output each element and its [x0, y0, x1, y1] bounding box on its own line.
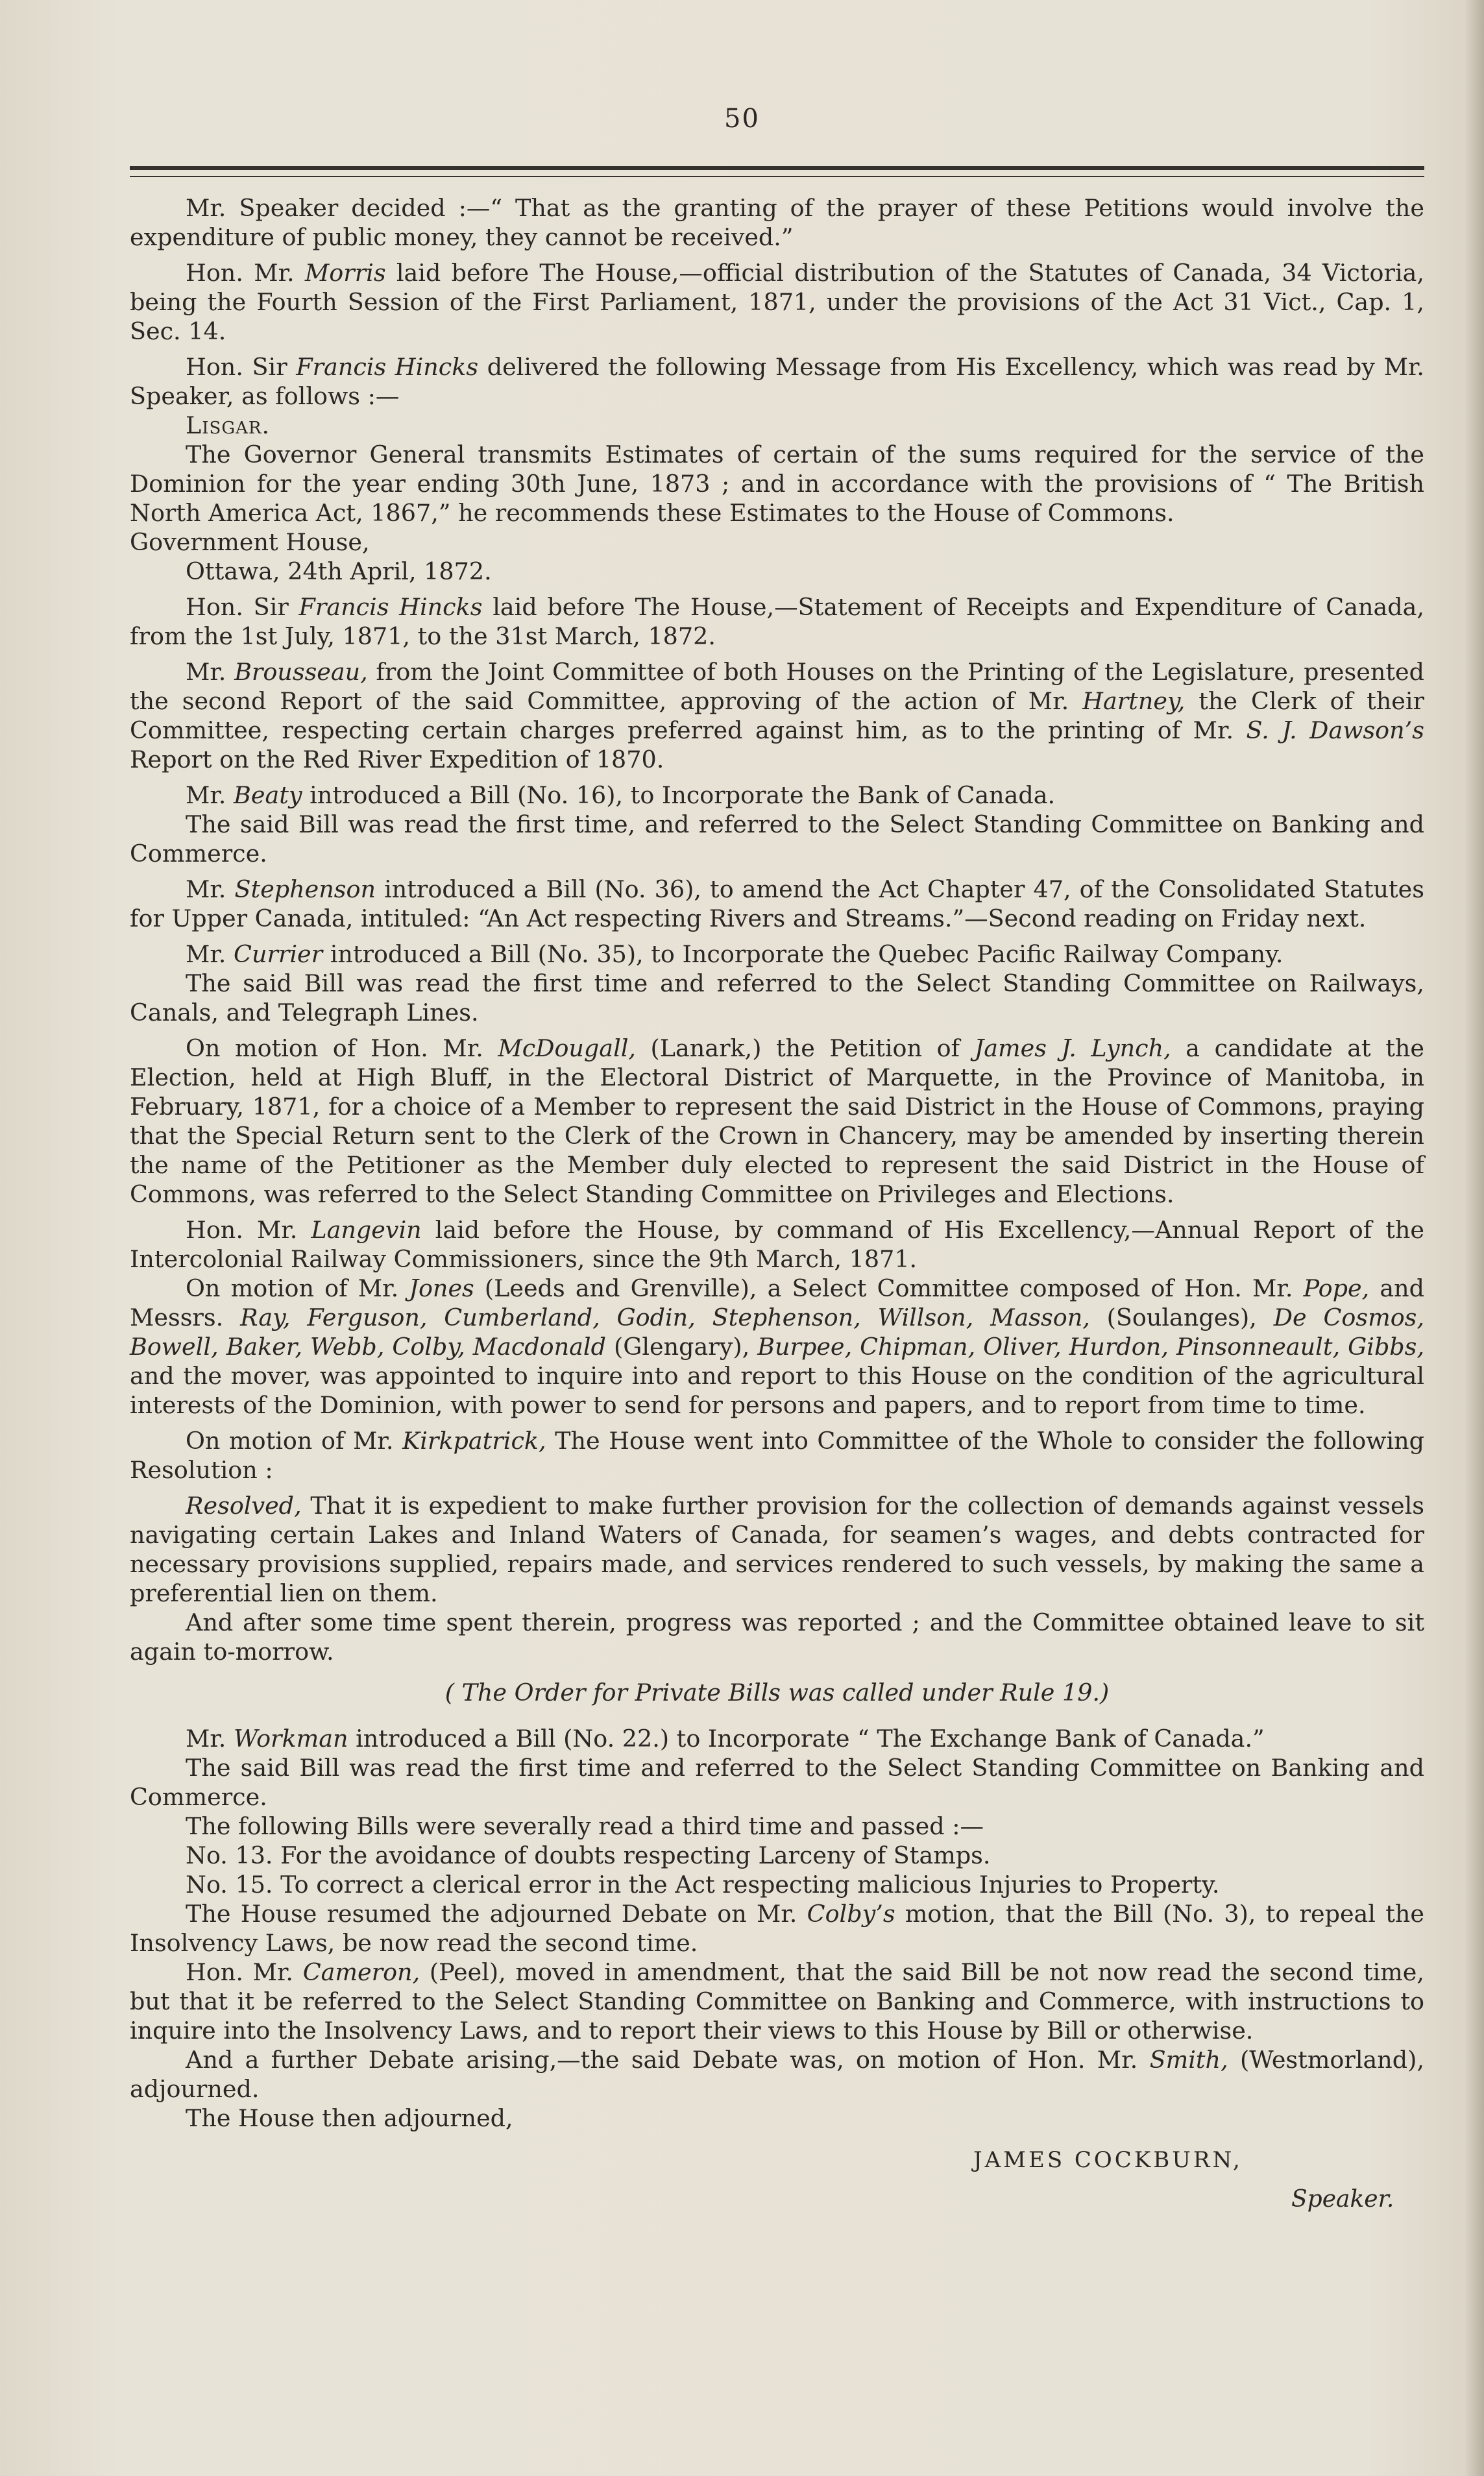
italic-name: Langevin — [311, 1216, 422, 1244]
paragraph — [130, 1034, 1424, 1209]
text-run: The House went into Committee of the Whole to consider the following Resolution : — [130, 1427, 1424, 1484]
italic-name: Ray, Ferguson, Cumberland, Godin, Stephenson, Willson, Masson, — [240, 1304, 1090, 1331]
text-run: The said Bill was read the first time and referred to the Select Standing Committee on Banking and Commerce. — [130, 1754, 1424, 1811]
text-run: laid before The House,—Statement of Receipts and Expenditure of Canada, from the 1st July, 1871, to the 31st March, 1872. — [130, 593, 1424, 650]
italic-name: McDougall, — [498, 1034, 637, 1062]
paragraph — [130, 2045, 1424, 2104]
text-run: Hon. Mr. — [186, 259, 305, 287]
paragraph — [130, 411, 1424, 440]
italic-name: James J. Lynch, — [974, 1034, 1171, 1062]
text-run: motion, that the Bill (No. 3), to repeal the Insolvency Laws, be now read the second time. — [130, 1900, 1424, 1957]
paragraph — [130, 657, 1424, 774]
text-run: Mr. — [186, 658, 235, 686]
text-run: The House then adjourned, — [186, 2104, 513, 2132]
paragraph — [130, 1753, 1424, 1812]
proceedings-bills — [130, 1724, 1424, 1841]
text-run: Mr. — [186, 1725, 234, 1753]
text-run: The House resumed the adjourned Debate on Mr. — [186, 1900, 807, 1928]
paragraph — [130, 440, 1424, 528]
paragraph — [130, 781, 1424, 810]
text-run: the Clerk of their Committee, respecting certain charges preferred against him, as to the printing of Mr. — [130, 687, 1424, 744]
text-run: Hon. Mr. — [186, 1216, 311, 1244]
text-run: The following Bills were severally read a third time and passed :— — [186, 1812, 984, 1840]
text-run: and Messrs. — [130, 1274, 1424, 1331]
text-run: Hon. Sir — [186, 353, 297, 381]
text-run: (Peel), moved in amendment, that the said Bill be not now read the second time, but that it be referred to the Select Standing Committee on Banking and Commerce, with instructions to inquire into the Insolvency Laws, and to report their views to this House by Bill or otherwise. — [130, 1958, 1424, 2045]
paragraph — [130, 528, 1424, 557]
text-run: laid before the House, by command of His Excellency,—Annual Report of the Intercolonial Railway Commissioners, since the 9th March, 1871. — [130, 1216, 1424, 1273]
signature-name: JAMES COCKBURN, — [973, 2147, 1243, 2173]
text-run: On motion of Mr. — [186, 1274, 409, 1302]
text-run: introduced a Bill (No. 36), to amend the Act Chapter 47, of the Consolidated Statutes for Upper Canada, intituled: “An Act respecting Rivers and Streams.”—Second reading on Friday next. — [130, 875, 1424, 932]
italic-name: Hartney, — [1082, 687, 1186, 715]
italic-name: Workman — [234, 1725, 348, 1753]
italic-name: Currier — [234, 940, 323, 968]
paragraph — [130, 810, 1424, 868]
header-rule-thin — [130, 176, 1424, 177]
text-run: That it is expedient to make further provision for the collection of demands against vessels navigating certain Lakes and Inland Waters of Canada, for seamen’s wages, and debts contracted for necessary provisions supplied, repairs made, and services rendered to such vessels, by making the same a preferential lien on them. — [130, 1492, 1424, 1607]
proceedings-main — [130, 193, 1424, 1666]
text-run: Hon. Sir — [186, 593, 299, 621]
text-run: And after some time spent therein, progress was reported ; and the Committee obtained leave to sit again to-morrow. — [130, 1608, 1424, 1666]
italic-name: Francis Hincks — [298, 593, 483, 621]
page-edge-shadow — [1465, 0, 1484, 2476]
paragraph — [130, 1608, 1424, 1666]
text-run: (Lanark,) the Petition of — [636, 1034, 975, 1062]
italic-name: Cameron, — [302, 1958, 420, 1986]
page-number: 50 — [724, 104, 760, 134]
bill-item: No. 13. For the avoidance of doubts respecting Larceny of Stamps. — [186, 1841, 991, 1869]
text-run: On motion of Hon. Mr. — [186, 1034, 498, 1062]
text-run: introduced a Bill (No. 22.) to Incorporate “ The Exchange Bank of Canada.” — [348, 1725, 1265, 1753]
text-run: Ottawa, 24th April, 1872. — [186, 557, 492, 585]
italic-name: Francis Hincks — [296, 353, 479, 381]
text-run: (Glengary), — [605, 1333, 758, 1361]
text-run: (Soulanges), — [1089, 1304, 1274, 1331]
paragraph — [130, 592, 1424, 651]
italic-name: Smith, — [1149, 2046, 1228, 2074]
paragraph — [130, 1491, 1424, 1608]
text-run: Mr. Speaker decided :—“ That as the granting of the prayer of these Petitions would involve the expenditure of public money, they cannot be received.” — [130, 194, 1424, 251]
italic-name: Pope, — [1303, 1274, 1370, 1302]
text-run: (Westmorland), adjourned. — [130, 2046, 1425, 2103]
italic-name: Stephenson — [234, 875, 376, 903]
text-run: Mr. — [186, 940, 234, 968]
text-run: Mr. — [186, 781, 234, 809]
paragraph — [130, 258, 1424, 346]
bills-list — [130, 1841, 1424, 1899]
text-run: and the mover, was appointed to inquire into and report to this House on the condition of the agricultural interests of the Dominion, with power to send for persons and papers, and to report from time to time. — [130, 1362, 1424, 1419]
text-run: Report on the Red River Expedition of 1870. — [130, 746, 664, 773]
italic-name: S. J. Dawson’s — [1246, 716, 1424, 744]
text-run: (Leeds and Grenville), a Select Committee composed of Hon. Mr. — [474, 1274, 1304, 1302]
signature-title: Speaker. — [1291, 2186, 1394, 2213]
text-run: delivered the following Message from His Excellency, which was read by Mr. Speaker, as follows :— — [130, 353, 1424, 410]
order-notice: ( The Order for Private Bills was called under Rule 19.) — [444, 1679, 1110, 1706]
text-run: Mr. — [186, 875, 235, 903]
text-run: a candidate at the Election, held at High Bluff, in the Electoral District of Marquette, in the Province of Manitoba, in February, 1871, for a choice of a Member to represent the said District in the House of Commons, praying that the Special Return sent to the Clerk of the Crown in Chancery, may be amended by inserting therein the name of the Petitioner as the Member duly elected to represent the said District in the House of Commons, was referred to the Select Standing Committee on Privileges and Elections. — [130, 1034, 1425, 1208]
text-run: laid before The House,—official distribution of the Statutes of Canada, 34 Victoria, being the Fourth Session of the First Parliament, 1871, under the provisions of the Act 31 Vict., Cap. 1, Sec. 14. — [130, 259, 1424, 345]
text-run: from the Joint Committee of both Houses on the Printing of the Legislature, presented the second Report of the said Committee, approving of the action of Mr. — [130, 658, 1424, 715]
paragraph — [130, 1724, 1424, 1753]
paragraph — [130, 1274, 1424, 1420]
journal-text — [130, 193, 1424, 2237]
paragraph — [130, 557, 1424, 586]
italic-name: Resolved, — [186, 1492, 302, 1520]
text-run: And a further Debate arising,—the said Debate was, on motion of Hon. Mr. — [186, 2046, 1150, 2074]
text-run: Lisgar. — [186, 411, 271, 439]
text-run: The said Bill was read the first time and referred to the Select Standing Committee on Railways, Canals, and Telegraph Lines. — [130, 969, 1424, 1026]
paragraph — [130, 969, 1424, 1027]
paragraph — [130, 875, 1424, 933]
text-run: introduced a Bill (No. 16), to Incorporate the Bank of Canada. — [302, 781, 1056, 809]
text-run: The Governor General transmits Estimates of certain of the sums required for the service of the Dominion for the year ending 30th June, 1873 ; and in accordance with the provisions of “ The British North America Act, 1867,” he recommends these Estimates to the House of Commons. — [130, 441, 1424, 527]
text-run: On motion of Mr. — [186, 1427, 403, 1455]
text-run: introduced a Bill (No. 35), to Incorporate the Quebec Pacific Railway Company. — [322, 940, 1283, 968]
paragraph — [130, 1899, 1424, 1958]
italic-name: Brousseau, — [234, 658, 368, 686]
header-rule-thick — [130, 166, 1424, 170]
text-run: Government House, — [130, 528, 370, 556]
bill-item: No. 15. To correct a clerical error in the Act respecting malicious Injuries to Property. — [186, 1871, 1220, 1899]
italic-name: Colby’s — [807, 1900, 895, 1928]
italic-name: Beaty — [234, 781, 302, 809]
paragraph — [130, 193, 1424, 252]
paragraph — [130, 352, 1424, 411]
italic-name: Morris — [304, 259, 386, 287]
signature-block — [130, 2139, 1424, 2237]
italic-name: Jones — [409, 1274, 474, 1302]
paragraph — [130, 1958, 1424, 2045]
paragraph — [130, 1426, 1424, 1485]
paragraph — [130, 940, 1424, 969]
paragraph — [130, 2104, 1424, 2133]
paragraph — [130, 1812, 1424, 1841]
paragraph — [130, 1215, 1424, 1274]
text-run: The said Bill was read the first time, and referred to the Select Standing Committee on Banking and Commerce. — [130, 810, 1424, 868]
italic-name: De Cosmos, Bowell, Baker, Webb, Colby, Macdonald — [130, 1304, 1425, 1361]
text-run: Hon. Mr. — [186, 1958, 303, 1986]
proceedings-end — [130, 1899, 1424, 2133]
italic-name: Burpee, Chipman, Oliver, Hurdon, Pinsonneault, Gibbs, — [757, 1333, 1425, 1361]
italic-name: Kirkpatrick, — [402, 1427, 546, 1455]
